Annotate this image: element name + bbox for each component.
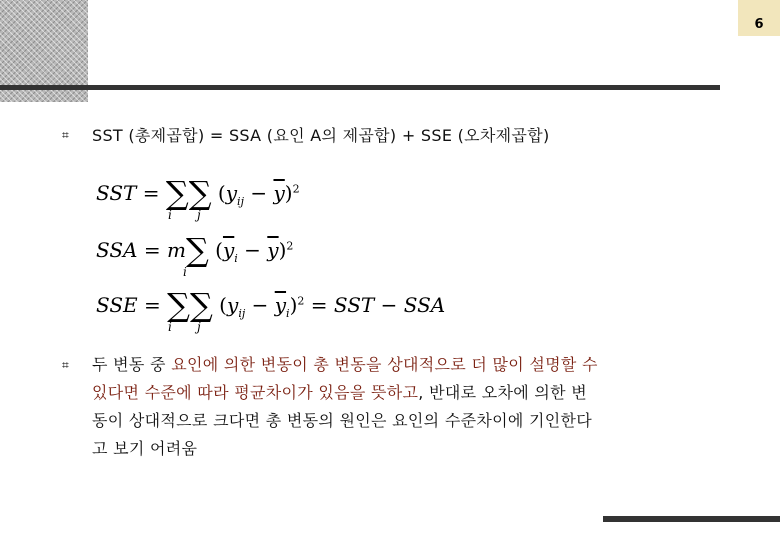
ssa-index-i: i — [183, 265, 187, 279]
bullet-icon: ⌗ — [62, 128, 69, 142]
top-divider — [0, 85, 720, 90]
bullet-icon: ⌗ — [62, 358, 69, 372]
bottom-divider — [603, 516, 780, 522]
bullet2-line1-plain: 두 변동 중 — [92, 355, 172, 374]
sse-index-i: i — [168, 320, 172, 334]
formula-sst: SST = ∑∑ $(y_{ij} - \overline{y})^2$ — [96, 174, 300, 212]
bullet2-line2 — [92, 380, 587, 403]
bullet2-line2-plain: , 반대로 오차에 의한 변 — [418, 383, 588, 402]
sst-index-j: j — [197, 208, 201, 222]
sse-index-j: j — [197, 320, 201, 334]
bullet2-line1 — [92, 352, 598, 375]
formula-sse-lhs: SSE — [96, 293, 138, 317]
formula-m: m — [166, 238, 186, 262]
formula-ssa: SSA = m∑ $(\overline{y}_i - \overline{y})^2$ — [96, 231, 294, 269]
bullet2-line2-highlight: 있다면 수준에 따라 평균차이가 있음을 뜻하고 — [92, 383, 419, 402]
page-number: 6 — [738, 0, 780, 36]
formula-sse-rhs: = SST − SSA — [310, 293, 446, 317]
bullet2-line1-highlight: 요인에 의한 변동이 총 변동을 상대적으로 더 많이 설명할 수 — [171, 355, 598, 374]
bullet1-text: SST (총제곱합) = SSA (요인 A의 제곱합) + SSE (오차제곱합) — [92, 126, 550, 145]
formula-ssa-lhs: SSA — [96, 238, 138, 262]
formula-sst-lhs: SST — [96, 181, 137, 205]
sst-index-i: i — [168, 208, 172, 222]
bullet2-line4: 고 보기 어려움 — [92, 439, 198, 458]
formula-sse: SSE = ∑∑ $(y_{ij} - \overline{y}_i)^2$ = SST − SSA — [96, 286, 446, 324]
bullet2-line3: 동이 상대적으로 크다면 총 변동의 원인은 요인의 수준차이에 기인한다 — [92, 411, 593, 430]
